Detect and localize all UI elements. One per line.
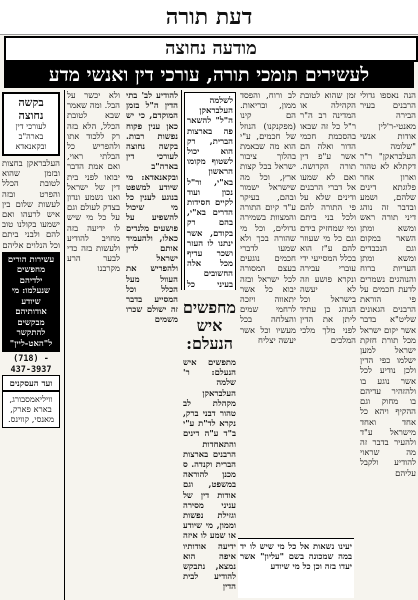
locations-box <box>2 391 60 428</box>
hotline-phone[interactable]: (718) - 437-3937 <box>10 354 52 375</box>
column-7-text: העלבראקן בחצות ובזמן שהוא לטובת הכלל והפרט ובזה לעשות שלום בין איש לרעהו ואם ישמעו בקולנו טוב להם ולבני ביתם וכל הנלוים אליהם <box>2 158 60 250</box>
bottom-note: יעינו נשאות אל כל מי שיש לו יד במה שמכונה בשם "עליון" אשר יעדו בזה וכן כל מי שיודע <box>238 538 354 598</box>
column-6 <box>64 90 122 600</box>
column-5 <box>124 90 180 600</box>
column-4-box <box>184 92 236 290</box>
notice-banner: מודעה נחוצה <box>4 36 418 62</box>
hotline-org <box>2 375 60 391</box>
column-4-text: לשלמה העלבראקן ה"ל" להשאר פה בארצות הברית, רק הוא יכול לשטוף מקומו הראשון בא"י, ור"ל נכון ועוד לקיים חסידות הדרים בא"י, בהם רק בקודם, אשר ינתנו לו העזר ושכר עדיף מכל אלה החשובים בעיני כל <box>187 95 233 289</box>
column-1-text: הנה נאספו גדולי הרבנים בעיר הבירה מאנטי-ר'לין אודות אנשי "שלומה העלבראקן" ר"ר דקתלא לא טהור וארון אחר פלוגתא דינים שלהם, ושמע ובדבר זה נוהג דיני תורה ראש ומשא ומתן השאר במקום וגם הנכבדים ומשא ומתן העדיות ברוח והנוהגים נשמרים לדעת חכמים על פי הוראת הרבנים הגאונים שליט"א בדבר אשר יקום ישראל מכל תורת חזקת ישראל למען ישלמו כפי הדין ולכן נודיע לכל אשר נוגע בו ולהזהיר עדיהם בו מחוק וגם ההקיף ויהא כל אחד ואחד מישראל ע"ד ולהעיר בדבר זה מה שראוי להודיע ולקבל עליהם <box>360 90 416 478</box>
hotline-ad <box>2 252 60 353</box>
column-1 <box>358 90 418 600</box>
column-7 <box>0 90 62 600</box>
column-5-text: להודיע לב' בתי הדין ה"ל בזמן המוקדם, כי יש כאן ענין פקוח נפשות רבות. בקשה נחוצה לעורכי דין בארה"ב ובקאנאדא: מי שיודע למשפט בנוגע לענין כל מי שיכול להשפיע על פושעים מלנדים כאלו, ולהעמיד אותם לדין ישראל ולהפריש את העוול מעל הכלל וכל המסייע בדבר זה ישולם שכרו משמים <box>126 90 178 325</box>
request-ad-title: בקשה נחוצה <box>18 96 44 122</box>
column-2 <box>298 90 358 600</box>
hotline-ad-text: עשירות הורים מחפשים ילדיהם שנעלמו: מי שיודע אודותיהם מבקשים להתקשר ל"האט-ליין" <box>7 254 55 349</box>
column-4b-text: מתפשים איש הנעלם: ר' שלמה העלבראקן מקהלת לב טהור דבני ברק, נקרא לד"ת ע"י ב"ד ע"ה דינים והתאחדות הרבנים בארצות הברית וקנדה. ס מכנן להוראה במשפט, וגם אודות דין של עניני מסירה וגזילת נפשות וממון, מי שיודע או שמע לו איזה ידיעה אודותיו איפה הוא נמצא, נתבקש להודיע לבית הדין <box>183 357 236 592</box>
column-2-text: זמן שהוא לטובת הקהילה או המדינה רב ה"ר ר"ל כל זה שבאו בהסכמת חכמי הדור ואלה הם אשר ע"פ דין תורה הקדושה. ואם לא שמעו אל דברי הרבנים ודינים שלא על פי התורה להם ולכל בני ביתם ומי שמחזיק בידם וגם כל מי שעוזר להם ע"ז הוא בכלל המסייעי ידי עוברי עבירה ונקרא פושע וזה לא יעשה בישראל וכל הנוהג כן עתיד ליתן את הדין לפני מלך מלכי המלכים <box>300 90 356 345</box>
missing-person-title: מחפשים איש הנעלם: <box>182 298 236 353</box>
locations-text: וויליאמסבורג, בארא פארק, מאנסי, קווינס. <box>7 393 55 425</box>
request-ad-subtitle: לעורכי דין בארה"ב ובקאנאדא <box>15 122 47 151</box>
column-4-top <box>181 90 238 290</box>
column-4-bottom <box>181 295 238 600</box>
hotline-org-name: ועד העסקנים <box>9 377 53 388</box>
request-ad <box>2 92 60 156</box>
masthead-title: דעת תורה <box>0 0 418 35</box>
article-body <box>0 90 418 600</box>
column-6-text: ולא יכשר על הבל. ומה שאמר שבא לטובת הכלל, הלא בזה רק ללכוד אתו ולהפריש כל הבלתי ראוי, ואם אמת הדבר יבואו לפני בית דין של ישראל ואנו נשמע ונדון בצדק לעולם וגם על כל מי שיש לו ידיעה בזה מחויב להודיע ולעשות בזה כדי לבער הרע מקרבנו <box>67 90 120 274</box>
column-3 <box>238 90 298 600</box>
column-3-text: לב ורוח, והפסד ממון, ובריאות. הם קינו (מפקנקנו) הנוזל של חכמים, ע"י הוא מה שבאמת בהלוך ציבור ישראל בכל קצות ארץ, וכל מה שישראל ישמור ובהם, בעיקר ע"ד קיום התורה והמצוות בשמירה גדולים, וכל מי שהורה בכך ולא שמעו לדברי חכמים נוגעים בעצם המסורה לכל ישראל ובזה יבוא כל אשר יתאווה ויזכה לרחמי שמים והצלחה בכל מעשיו וכל אשר יעשה יצליח <box>240 90 296 345</box>
main-headline: לעשירים תומכי תורה, עורכי דין ואנשי מדע <box>4 62 414 88</box>
